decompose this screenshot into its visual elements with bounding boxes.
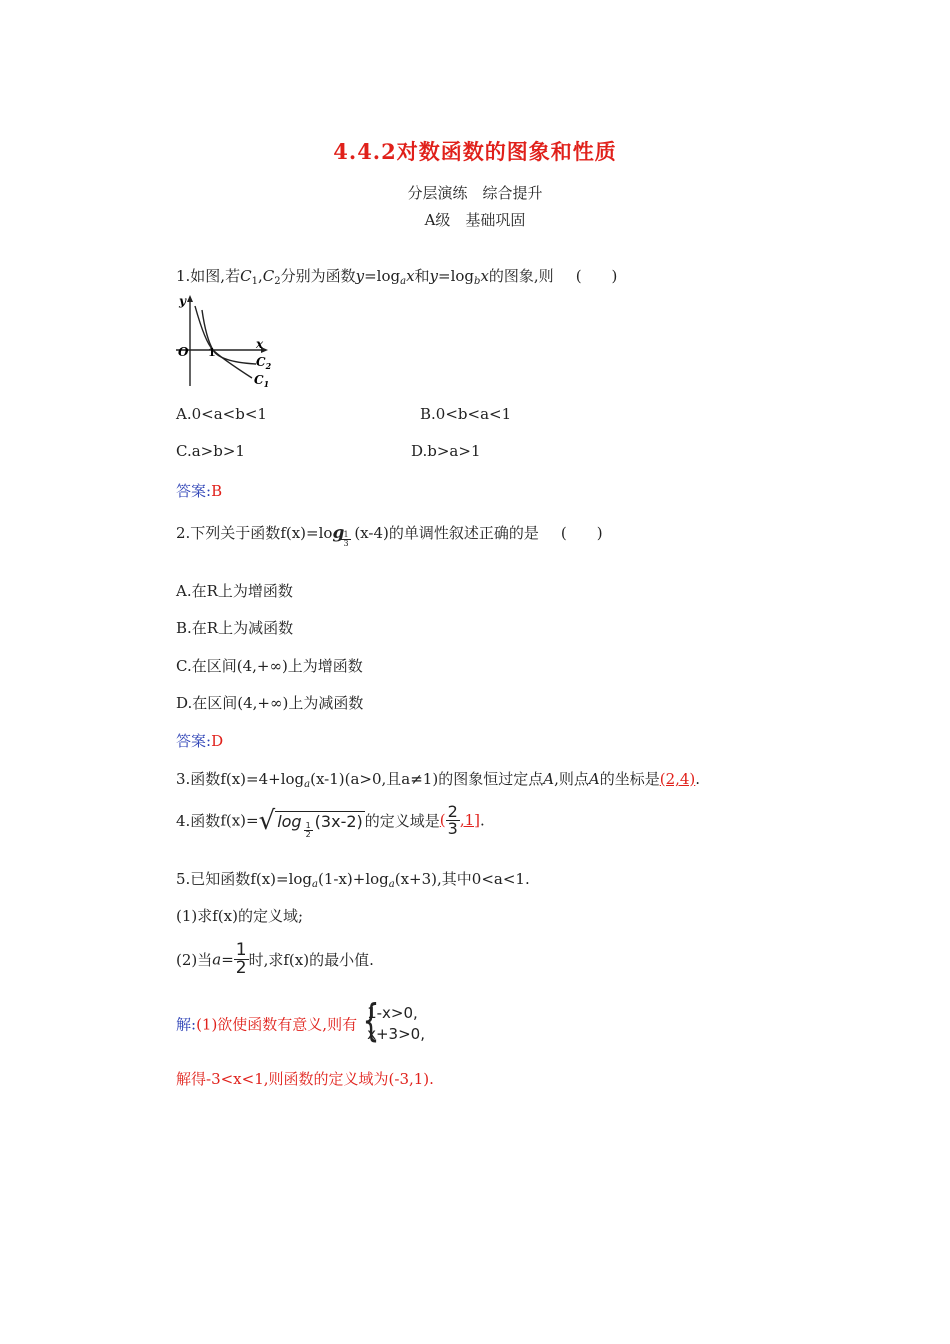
q5-part-1: (1)求f(x)的定义域; xyxy=(176,907,304,925)
question-4: 4.函数f(x)=√ log $\frac{1}{2}$ (3x-2) 的定义域是( $\frac{2}{3}$ ,1]. xyxy=(176,802,485,839)
log-graph-figure xyxy=(172,292,276,392)
q2-option-a: A.在R上为增函数 xyxy=(176,582,293,600)
q5-solution-1: 解:(1)欲使函数有意义,则有 { 1-x>0, x+3>0, xyxy=(176,995,425,1046)
q1-option-d: D.b>a>1 xyxy=(411,442,481,460)
level-subtitle: A级 基础巩固 xyxy=(424,211,526,229)
q1-option-a: A.0<a<b<1 xyxy=(176,405,267,423)
q2-option-b: B.在R上为减函数 xyxy=(176,619,294,637)
question-2: 2.下列关于函数f(x)=log $\frac{1}{3}$ (x-4)的单调性叙述正确的是 ( ) xyxy=(176,523,603,548)
sqrt-sign: √ xyxy=(258,805,276,836)
q3-answer: (2,4) xyxy=(659,770,696,788)
q4-answer: ( $\frac{2}{3}$ ,1] xyxy=(439,802,480,838)
q2-option-c: C.在区间(4,+∞)上为增函数 xyxy=(176,657,363,675)
c2-label: $C_2$ xyxy=(256,355,272,371)
q5-part-2: (2)当a= $\frac{1}{2}$ 时,求f(x)的最小值. xyxy=(176,940,374,978)
inequality-system: { 1-x>0, x+3>0, xyxy=(362,995,425,1046)
one-label: 1 xyxy=(208,346,216,359)
x-axis-label: x xyxy=(256,337,264,351)
c1-label: $C_1$ xyxy=(254,373,270,389)
question-1: 1.如图,若$C_1,C_2$分别为函数$y=\log_ax$和$y=\log_bx$的图象,则 ( ) xyxy=(176,267,618,287)
page-title: 4.4.2对数函数的图象和性质 xyxy=(333,139,617,164)
q5-solution-2: 解得-3<x<1,则函数的定义域为(-3,1). xyxy=(176,1070,434,1088)
q2-option-d: D.在区间(4,+∞)上为减函数 xyxy=(176,694,364,712)
origin-label: O xyxy=(178,345,189,359)
y-axis-arrow xyxy=(187,295,193,302)
question-5: 5.已知函数$f(x)=\log_a(1-x)+\log_a(x+3)$,其中0<a<1. xyxy=(176,870,530,890)
y-axis-label: y xyxy=(179,294,186,308)
q1-answer: 答案:B xyxy=(176,482,223,500)
q2-answer: 答案:D xyxy=(176,732,224,750)
q1-option-c: C.a>b>1 xyxy=(176,442,245,460)
section-subtitle: 分层演练 综合提升 xyxy=(407,184,543,202)
question-3: 3.函数$f(x)=4+\log_a(x-1)(a>0$,且a≠1)的图象恒过定点A,则点A的坐标是(2,4). xyxy=(176,770,701,790)
q1-option-b: B.0<b<a<1 xyxy=(420,405,512,423)
